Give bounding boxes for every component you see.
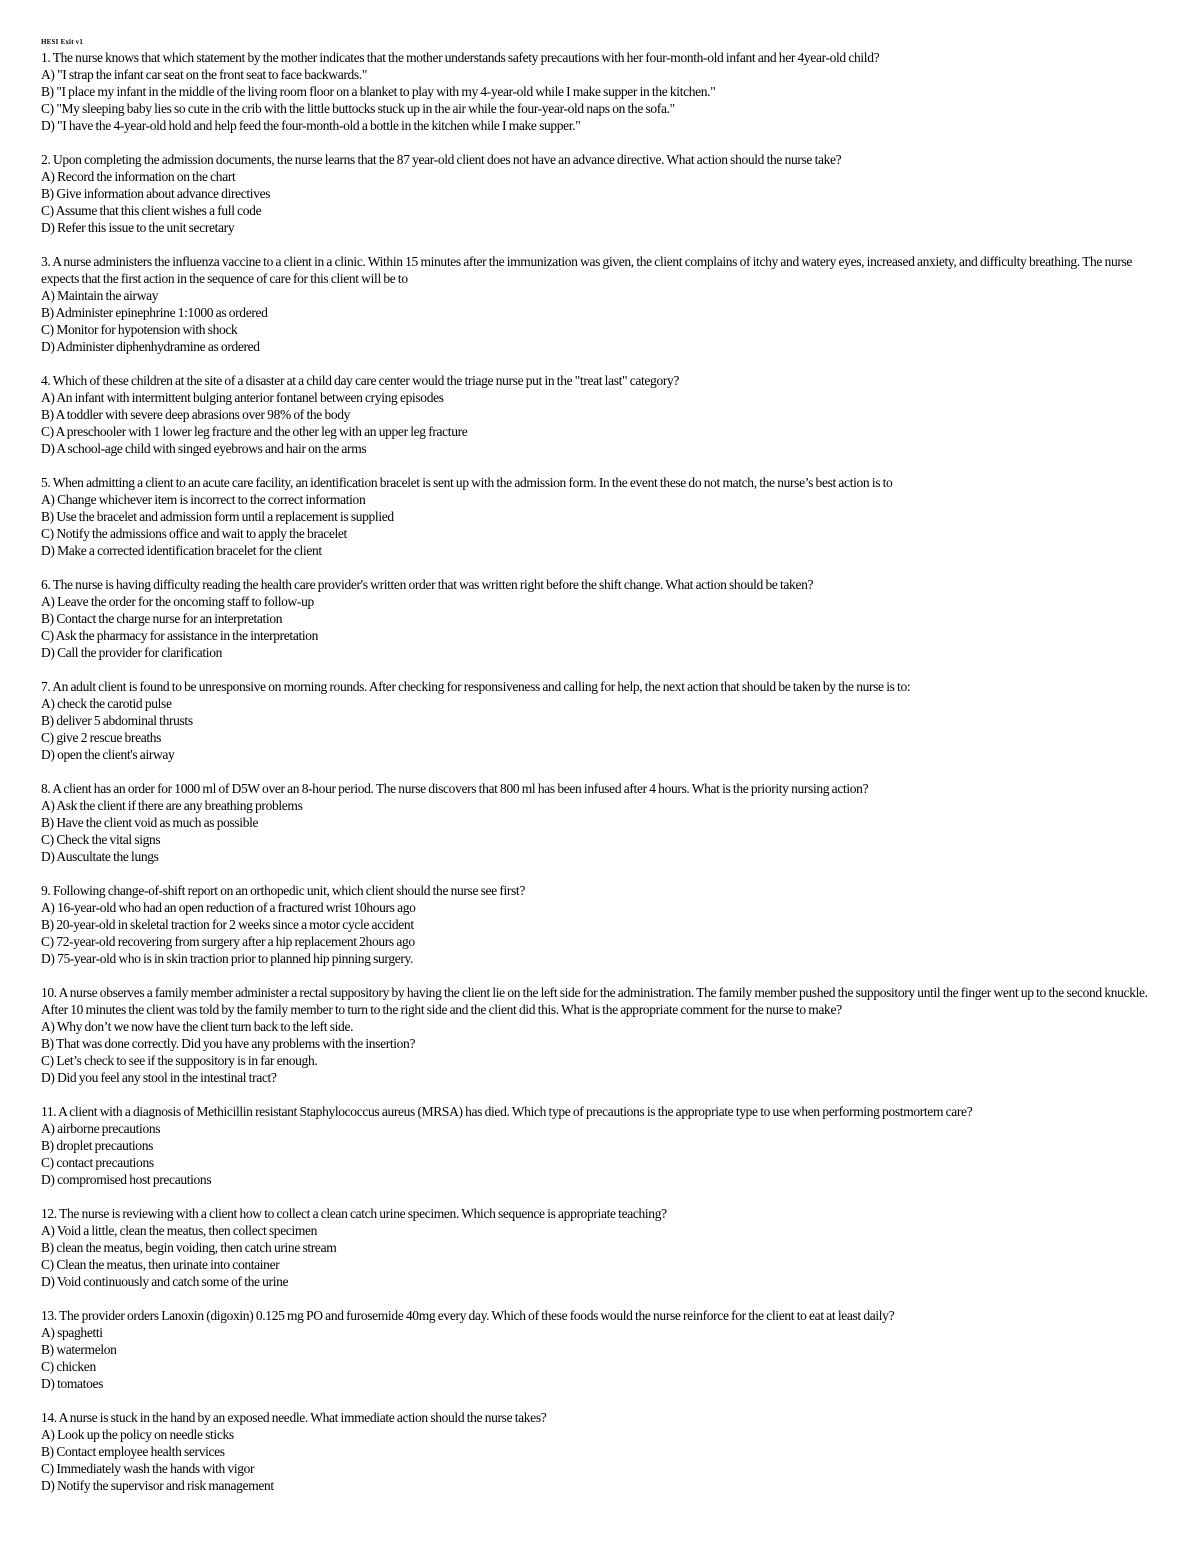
- answer-option-a: A) Leave the order for the oncoming staff to follow-up: [41, 594, 314, 609]
- answer-option-c: C) 72-year-old recovering from surgery after a hip replacement 2hours ago: [41, 934, 415, 949]
- question-block: [41, 882, 1156, 967]
- question-block: [41, 151, 1156, 236]
- answer-option-a: A) An infant with intermittent bulging anterior fontanel between crying episodes: [41, 390, 444, 405]
- answer-option-d: D) Did you feel any stool in the intestinal tract?: [41, 1070, 277, 1085]
- question-text: 1. The nurse knows that which statement by the mother indicates that the mother understands safety precautions with her four-month-old infant and her 4year-old child?: [41, 50, 880, 65]
- answer-option-a: A) Void a little, clean the meatus, then collect specimen: [41, 1223, 318, 1238]
- question-block: [41, 372, 1156, 457]
- question-text: 3. A nurse administers the influenza vaccine to a client in a clinic. Within 15 minutes after the immunization was given, the client complains of itchy and watery eyes, increased anxiety, and difficulty breathing. The nurse expects that the first action in the sequence of care for this client will be to: [41, 254, 1133, 286]
- answer-option-b: B) Contact the charge nurse for an interpretation: [41, 611, 283, 626]
- answer-option-b: B) watermelon: [41, 1342, 117, 1357]
- answer-option-a: A) Why don’t we now have the client turn back to the left side.: [41, 1019, 354, 1034]
- question-text: 12. The nurse is reviewing with a client how to collect a clean catch urine specimen. Which sequence is appropriate teaching?: [41, 1206, 667, 1221]
- question-block: [41, 678, 1156, 763]
- answer-option-c: C) Assume that this client wishes a full code: [41, 203, 262, 218]
- answer-option-a: A) airborne precautions: [41, 1121, 161, 1136]
- answer-option-b: B) A toddler with severe deep abrasions over 98% of the body: [41, 407, 351, 422]
- answer-option-a: A) Change whichever item is incorrect to the correct information: [41, 492, 366, 507]
- question-text: 14. A nurse is stuck in the hand by an exposed needle. What immediate action should the nurse takes?: [41, 1410, 547, 1425]
- answer-option-a: A) Maintain the airway: [41, 288, 159, 303]
- question-block: [41, 1103, 1156, 1188]
- answer-option-a: A) Ask the client if there are any breathing problems: [41, 798, 303, 813]
- question-block: [41, 1205, 1156, 1290]
- answer-option-a: A) check the carotid pulse: [41, 696, 172, 711]
- question-block: [41, 49, 1156, 134]
- answer-option-b: B) Have the client void as much as possible: [41, 815, 259, 830]
- answer-option-d: D) A school-age child with singed eyebrows and hair on the arms: [41, 441, 367, 456]
- answer-option-b: B) "I place my infant in the middle of the living room floor on a blanket to play with my 4-year-old while I make supper in the kitchen.": [41, 84, 716, 99]
- question-list: [41, 49, 1156, 1494]
- answer-option-c: C) "My sleeping baby lies so cute in the crib with the little buttocks stuck up in the air while the four-year-old naps on the sofa.": [41, 101, 675, 116]
- answer-option-a: A) Look up the policy on needle sticks: [41, 1427, 234, 1442]
- question-text: 5. When admitting a client to an acute care facility, an identification bracelet is sent up with the admission form. In the event these do not match, the nurse’s best action is to: [41, 475, 893, 490]
- answer-option-c: C) Immediately wash the hands with vigor: [41, 1461, 255, 1476]
- answer-option-b: B) 20-year-old in skeletal traction for 2 weeks since a motor cycle accident: [41, 917, 414, 932]
- answer-option-d: D) Administer diphenhydramine as ordered: [41, 339, 260, 354]
- answer-option-a: A) spaghetti: [41, 1325, 103, 1340]
- answer-option-d: D) Void continuously and catch some of the urine: [41, 1274, 289, 1289]
- answer-option-c: C) contact precautions: [41, 1155, 154, 1170]
- answer-option-c: C) Ask the pharmacy for assistance in the interpretation: [41, 628, 319, 643]
- question-block: [41, 984, 1156, 1086]
- question-text: 4. Which of these children at the site of a disaster at a child day care center would the triage nurse put in the "treat last" category?: [41, 373, 680, 388]
- answer-option-d: D) compromised host precautions: [41, 1172, 212, 1187]
- answer-option-a: A) 16-year-old who had an open reduction of a fractured wrist 10hours ago: [41, 900, 416, 915]
- answer-option-d: D) "I have the 4-year-old hold and help feed the four-month-old a bottle in the kitchen while I make supper.": [41, 118, 581, 133]
- answer-option-c: C) chicken: [41, 1359, 96, 1374]
- question-text: 10. A nurse observes a family member administer a rectal suppository by having the client lie on the left side for the administration. The family member pushed the suppository until the finger went up to the second knuckle. After 10 minutes the client was told by the family member to turn to the right side and the client did this. What is the appropriate comment for the nurse to make?: [41, 985, 1148, 1017]
- answer-option-d: D) Call the provider for clarification: [41, 645, 222, 660]
- question-block: [41, 1307, 1156, 1392]
- question-text: 6. The nurse is having difficulty reading the health care provider's written order that was written right before the shift change. What action should be taken?: [41, 577, 814, 592]
- answer-option-b: B) Contact employee health services: [41, 1444, 225, 1459]
- answer-option-b: B) Give information about advance directives: [41, 186, 271, 201]
- answer-option-c: C) Notify the admissions office and wait to apply the bracelet: [41, 526, 347, 541]
- answer-option-c: C) Monitor for hypotension with shock: [41, 322, 238, 337]
- answer-option-c: C) give 2 rescue breaths: [41, 730, 162, 745]
- answer-option-d: D) Notify the supervisor and risk management: [41, 1478, 274, 1493]
- answer-option-c: C) Let’s check to see if the suppository is in far enough.: [41, 1053, 318, 1068]
- answer-option-b: B) droplet precautions: [41, 1138, 154, 1153]
- question-block: [41, 253, 1156, 355]
- answer-option-d: D) 75-year-old who is in skin traction prior to planned hip pinning surgery.: [41, 951, 414, 966]
- answer-option-d: D) Make a corrected identification bracelet for the client: [41, 543, 322, 558]
- question-text: 13. The provider orders Lanoxin (digoxin) 0.125 mg PO and furosemide 40mg every day. Which of these foods would the nurse reinforce for the client to eat at least daily?: [41, 1308, 895, 1323]
- question-block: [41, 780, 1156, 865]
- document-body: [41, 38, 1156, 1511]
- question-text: 7. An adult client is found to be unresponsive on morning rounds. After checking for responsiveness and calling for help, the next action that should be taken by the nurse is to:: [41, 679, 911, 694]
- answer-option-b: B) Use the bracelet and admission form until a replacement is supplied: [41, 509, 394, 524]
- answer-option-a: A) Record the information on the chart: [41, 169, 236, 184]
- answer-option-a: A) "I strap the infant car seat on the front seat to face backwards.": [41, 67, 367, 82]
- answer-option-b: B) clean the meatus, begin voiding, then catch urine stream: [41, 1240, 337, 1255]
- question-block: [41, 1409, 1156, 1494]
- answer-option-c: C) Check the vital signs: [41, 832, 161, 847]
- document-header: HESI Exit v1: [41, 38, 84, 46]
- question-block: [41, 474, 1156, 559]
- question-text: 11. A client with a diagnosis of Methicillin resistant Staphylococcus aureus (MRSA) has died. Which type of precautions is the appropriate type to use when performing postmortem care?: [41, 1104, 973, 1119]
- question-block: [41, 576, 1156, 661]
- answer-option-d: D) tomatoes: [41, 1376, 104, 1391]
- answer-option-c: C) A preschooler with 1 lower leg fracture and the other leg with an upper leg fracture: [41, 424, 468, 439]
- answer-option-b: B) deliver 5 abdominal thrusts: [41, 713, 193, 728]
- question-text: 9. Following change-of-shift report on an orthopedic unit, which client should the nurse see first?: [41, 883, 525, 898]
- answer-option-d: D) open the client's airway: [41, 747, 175, 762]
- answer-option-d: D) Auscultate the lungs: [41, 849, 159, 864]
- question-text: 2. Upon completing the admission documents, the nurse learns that the 87 year-old client does not have an advance directive. What action should the nurse take?: [41, 152, 842, 167]
- question-text: 8. A client has an order for 1000 ml of D5W over an 8-hour period. The nurse discovers that 800 ml has been infused after 4 hours. What is the priority nursing action?: [41, 781, 869, 796]
- answer-option-c: C) Clean the meatus, then urinate into container: [41, 1257, 280, 1272]
- answer-option-b: B) Administer epinephrine 1:1000 as ordered: [41, 305, 268, 320]
- answer-option-d: D) Refer this issue to the unit secretary: [41, 220, 235, 235]
- answer-option-b: B) That was done correctly. Did you have any problems with the insertion?: [41, 1036, 416, 1051]
